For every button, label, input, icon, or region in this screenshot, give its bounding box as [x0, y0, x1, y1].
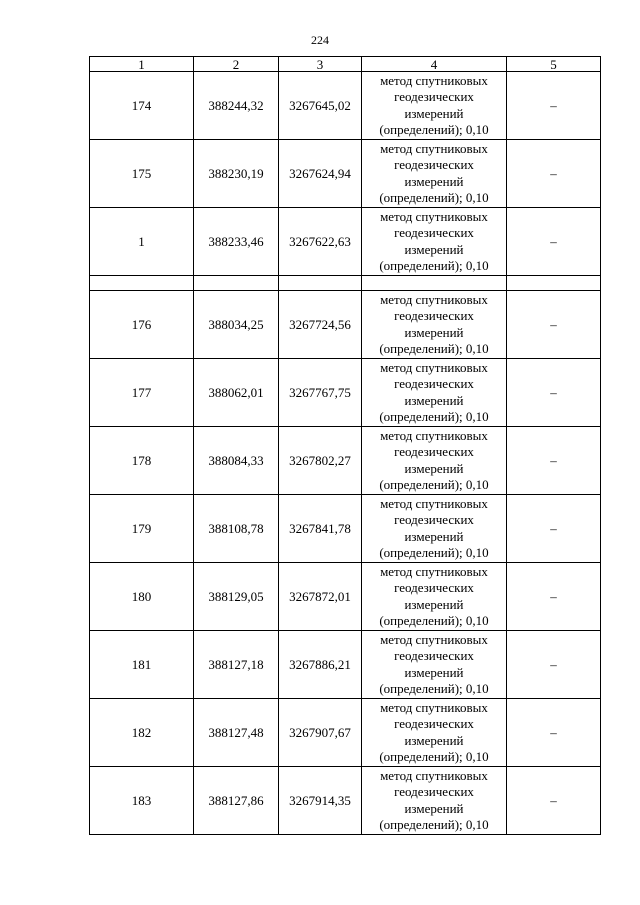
method-text-line: измерений: [404, 324, 464, 340]
method-text-line: геодезических: [394, 157, 474, 172]
note-dash: –: [507, 140, 601, 208]
table-row: [90, 495, 601, 563]
coordinate-x: 388034,25: [194, 291, 279, 359]
coordinate-x: 388230,19: [194, 140, 279, 208]
method-text-line: метод спутниковых: [380, 359, 488, 375]
coordinate-x: 388244,32: [194, 72, 279, 140]
method-text-line: метод спутниковых: [380, 140, 488, 156]
point-number: 174: [90, 72, 194, 140]
empty-cell: [362, 276, 507, 291]
method-text-line: (определений); 0,10: [379, 341, 489, 356]
method-text-line: (определений); 0,10: [379, 545, 489, 560]
point-number: 177: [90, 359, 194, 427]
point-number: 183: [90, 767, 194, 835]
method-text-line: геодезических: [394, 308, 474, 323]
page-number: 224: [311, 33, 329, 47]
method-text-line: измерений: [404, 392, 464, 408]
method-text-line: измерений: [404, 105, 464, 121]
method-text-line: измерений: [404, 241, 464, 257]
column-header-2: 2: [194, 57, 279, 72]
method-text-line: (определений); 0,10: [379, 749, 489, 764]
method-accuracy: [362, 495, 507, 563]
coordinate-x: 388127,18: [194, 631, 279, 699]
table-row: [90, 359, 601, 427]
note-dash: –: [507, 631, 601, 699]
empty-cell: [507, 276, 601, 291]
empty-cell: [194, 276, 279, 291]
note-dash: –: [507, 495, 601, 563]
coordinate-x: 388062,01: [194, 359, 279, 427]
table-row: [90, 767, 601, 835]
method-text-line: (определений); 0,10: [379, 613, 489, 628]
method-text-line: метод спутниковых: [380, 699, 488, 715]
method-accuracy: [362, 208, 507, 276]
method-accuracy: [362, 563, 507, 631]
method-text-line: метод спутниковых: [380, 291, 488, 307]
coordinates-table: [89, 56, 601, 835]
method-text-line: геодезических: [394, 89, 474, 104]
method-text-line: измерений: [404, 173, 464, 189]
table-header-row: [90, 57, 601, 72]
method-text-line: измерений: [404, 800, 464, 816]
method-text-line: измерений: [404, 460, 464, 476]
method-accuracy: [362, 72, 507, 140]
method-text-line: измерений: [404, 596, 464, 612]
method-accuracy: [362, 427, 507, 495]
method-text-line: метод спутниковых: [380, 208, 488, 224]
method-text-line: измерений: [404, 732, 464, 748]
method-text-line: метод спутниковых: [380, 631, 488, 647]
point-number: 181: [90, 631, 194, 699]
method-text-line: (определений); 0,10: [379, 817, 489, 832]
coordinate-x: 388127,48: [194, 699, 279, 767]
method-text-line: (определений); 0,10: [379, 409, 489, 424]
note-dash: –: [507, 359, 601, 427]
method-text-line: метод спутниковых: [380, 72, 488, 88]
table-row: [90, 72, 601, 140]
table-row: [90, 427, 601, 495]
point-number: 182: [90, 699, 194, 767]
coordinate-y: 3267622,63: [279, 208, 362, 276]
method-text-line: метод спутниковых: [380, 767, 488, 783]
table-row: [90, 563, 601, 631]
empty-cell: [90, 276, 194, 291]
method-text-line: геодезических: [394, 784, 474, 799]
separator-row: [90, 276, 601, 291]
table-row: [90, 208, 601, 276]
method-accuracy: [362, 291, 507, 359]
method-text-line: геодезических: [394, 376, 474, 391]
coordinate-y: 3267907,67: [279, 699, 362, 767]
table-body: [90, 72, 601, 835]
method-text-line: геодезических: [394, 580, 474, 595]
empty-cell: [279, 276, 362, 291]
coordinate-x: 388129,05: [194, 563, 279, 631]
method-text-line: геодезических: [394, 444, 474, 459]
point-number: 178: [90, 427, 194, 495]
coordinate-y: 3267872,01: [279, 563, 362, 631]
coordinate-y: 3267886,21: [279, 631, 362, 699]
point-number: 175: [90, 140, 194, 208]
coordinate-y: 3267645,02: [279, 72, 362, 140]
table-row: [90, 140, 601, 208]
note-dash: –: [507, 563, 601, 631]
method-text-line: измерений: [404, 664, 464, 680]
method-text-line: измерений: [404, 528, 464, 544]
coordinate-x: 388108,78: [194, 495, 279, 563]
coordinate-x: 388084,33: [194, 427, 279, 495]
method-text-line: метод спутниковых: [380, 563, 488, 579]
method-text-line: (определений); 0,10: [379, 122, 489, 137]
table-row: [90, 291, 601, 359]
table-row: [90, 699, 601, 767]
note-dash: –: [507, 767, 601, 835]
method-text-line: метод спутниковых: [380, 495, 488, 511]
note-dash: –: [507, 72, 601, 140]
coordinate-x: 388233,46: [194, 208, 279, 276]
method-text-line: (определений); 0,10: [379, 681, 489, 696]
coordinate-y: 3267724,56: [279, 291, 362, 359]
point-number: 180: [90, 563, 194, 631]
point-number: 176: [90, 291, 194, 359]
note-dash: –: [507, 699, 601, 767]
column-header-4: 4: [362, 57, 507, 72]
method-accuracy: [362, 140, 507, 208]
column-header-1: 1: [90, 57, 194, 72]
table-row: [90, 631, 601, 699]
note-dash: –: [507, 291, 601, 359]
method-text-line: (определений); 0,10: [379, 477, 489, 492]
point-number: 1: [90, 208, 194, 276]
method-text-line: геодезических: [394, 512, 474, 527]
method-text-line: (определений); 0,10: [379, 190, 489, 205]
column-header-3: 3: [279, 57, 362, 72]
method-accuracy: [362, 767, 507, 835]
coordinate-y: 3267841,78: [279, 495, 362, 563]
note-dash: –: [507, 208, 601, 276]
coordinate-y: 3267802,27: [279, 427, 362, 495]
method-text-line: геодезических: [394, 648, 474, 663]
method-accuracy: [362, 359, 507, 427]
method-text-line: геодезических: [394, 716, 474, 731]
method-accuracy: [362, 631, 507, 699]
coordinate-y: 3267914,35: [279, 767, 362, 835]
coordinate-y: 3267624,94: [279, 140, 362, 208]
coordinate-x: 388127,86: [194, 767, 279, 835]
column-header-5: 5: [507, 57, 601, 72]
method-text-line: метод спутниковых: [380, 427, 488, 443]
method-text-line: геодезических: [394, 225, 474, 240]
point-number: 179: [90, 495, 194, 563]
method-accuracy: [362, 699, 507, 767]
note-dash: –: [507, 427, 601, 495]
coordinate-y: 3267767,75: [279, 359, 362, 427]
method-text-line: (определений); 0,10: [379, 258, 489, 273]
